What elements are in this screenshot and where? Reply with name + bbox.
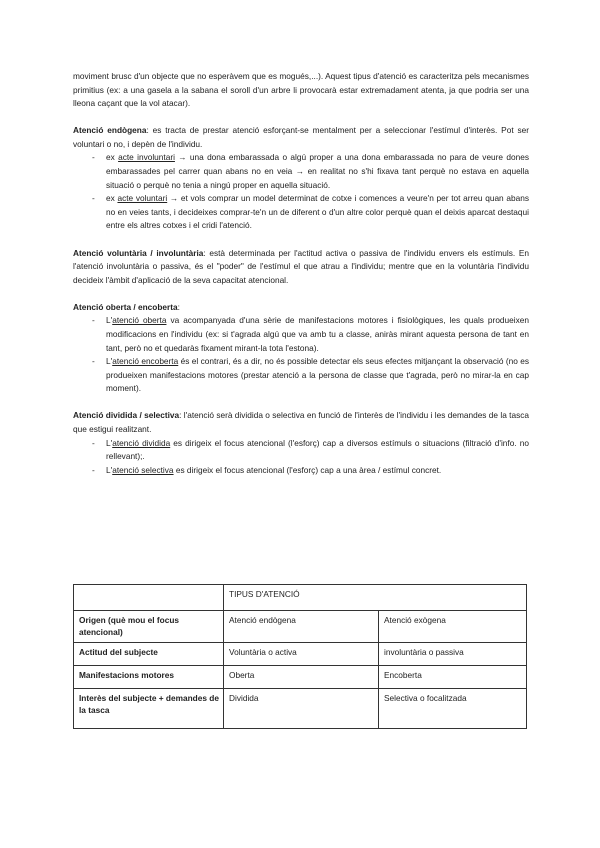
endogena-text: : es tracta de prestar atenció esforçant-se mentalment per a seleccionar l'estímul d'interès. Pot ser voluntari o no, i depèn de l'individu. [73,125,529,149]
list-item: - L'atenció dividida es dirigeix el focus atencional (l'esforç) cap a diversos estímuls o situacions (filtració d'info. no rellevant);. [92,437,529,462]
table-cell: involuntària o passiva [379,643,527,666]
table-row [74,666,527,689]
row-label: Actitud del subjecte [74,643,224,666]
term-underlined: atenció encoberta [112,356,179,367]
table-cell: Encoberta [379,666,527,689]
table-cell: Atenció endògena [224,611,379,643]
table-cell: Selectiva o focalitzada [379,689,527,729]
oberta-heading: Atenció oberta / encoberta [73,301,178,312]
term-underlined: atenció selectiva [112,464,174,475]
endogena-heading: Atenció endògena [73,125,147,136]
row-label: Interès del subjecte + demandes de la tasca [74,689,224,729]
dividida-text: : l'atenció serà dividida o selectiva en funció de l'interès de l'individu i les demandes de la tasca que estigui realitzant. [73,410,529,435]
table-header-row [74,585,527,611]
list-item: - ex acte involuntari → una dona embarassada o algú proper a una dona embarassada no para de veure dones embarassades pel carrer quan abans no en veia → en realitat no s'hi fixava tant perquè no estava en aquella situació o perquè no tenia a ningú proper en aquella situació. [92,152,529,190]
row-label: Manifestacions motores [74,666,224,689]
table-header: TIPUS D'ATENCIÓ [224,585,527,611]
table-empty-cell [74,585,224,611]
document-body [73,70,529,477]
row-label: Origen (què mou el focus atencional) [74,611,224,643]
dividida-paragraph [73,409,529,436]
table-row [74,689,527,729]
dividida-heading: Atenció dividida / selectiva [73,410,180,421]
table-row [74,611,527,643]
table-cell: Atenció exògena [379,611,527,643]
list-item: - L'atenció oberta va acompanyada d'una sèrie de manifestacions motores i fisiològiques, les quals produeixen modificacions en l'individu (ex: si t'agrada algú que va amb tu a classe, aniràs mirant aquesta persona de tant en tant, però no et quedaràs fixament mirant-la tota l'estona). [92,315,529,353]
attention-types-table [73,584,527,729]
table-cell: Dividida [224,689,379,729]
table-cell: Voluntària o activa [224,643,379,666]
voluntaria-text: : està determinada per l'actitud activa o passiva de l'individu envers els estímuls. En l'atenció involuntària o passiva, és el "poder" de l'estímul el que atrau a l'individu; mentre que en la voluntària l'individu decideix l'àmbit d'aplicació de la seva capacitat atencional. [73,247,529,285]
table-row [74,643,527,666]
term-underlined: acte voluntari [117,193,168,204]
list-item: - ex acte voluntari → et vols comprar un model determinat de cotxe i comences a veure'n per tot arreu quan abans no en veies tants, i decideixes comprar-te'n un de diferent o d'un altre color perquè quan el deixis aparcat destaqui entre els altres cotxes i el cridi l'atenció. [92,193,529,231]
term-underlined: atenció dividida [112,437,171,448]
dividida-list [73,437,529,478]
voluntaria-heading: Atenció voluntària / involuntària [73,247,204,258]
term-underlined: atenció oberta [112,315,167,326]
endogena-paragraph [73,124,529,151]
term-underlined: acte involuntari [118,152,175,163]
list-item: - L'atenció encoberta és el contrari, és a dir, no és possible detectar els seus efectes mitjançant la observació (no es produeixen manifestacions motores (prestar atenció a la persona de classe que t'agrada, però no mirar-la en cap moment). [92,356,529,394]
oberta-list [73,314,529,396]
endogena-list [73,151,529,233]
table-cell: Oberta [224,666,379,689]
list-item: - L'atenció selectiva es dirigeix el focus atencional (l'esforç) cap a una àrea / estímul concret. [92,464,442,475]
intro-paragraph: moviment brusc d'un objecte que no esperàvem que es mogués,...). Aquest tipus d'atenció es caracteritza pels mecanismes primitius (ex: a una gasela a la sabana el soroll d'un arbre li provocarà estar extremadament atenta, ja que podria ser una lleona caçant que la vol atacar). [73,71,529,109]
voluntaria-paragraph [73,247,529,288]
oberta-paragraph: Atenció oberta / encoberta: [73,301,180,312]
